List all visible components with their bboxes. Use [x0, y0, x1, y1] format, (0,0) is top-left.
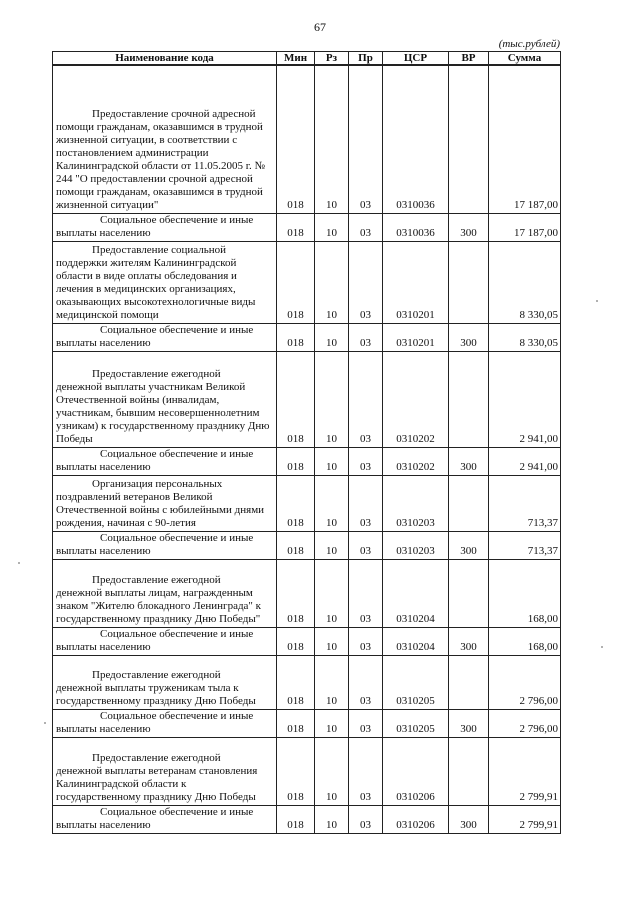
row-name-cell — [53, 627, 277, 655]
row-sum-cell: 2 796,00 — [489, 655, 561, 709]
row-name-line: денежной выплаты лицам, награжденным — [56, 586, 253, 599]
row-vr-cell: 300 — [449, 805, 489, 833]
row-sum-cell: 2 799,91 — [489, 805, 561, 833]
row-name-cell — [53, 65, 277, 213]
row-rz-cell: 10 — [315, 737, 349, 805]
table-row-subitem — [53, 447, 561, 475]
scan-speck — [44, 722, 46, 724]
row-pr-cell: 03 — [349, 323, 383, 351]
table-row-subitem — [53, 805, 561, 833]
row-name-line: оказывающих высокотехнологичные виды — [56, 295, 256, 308]
row-name-line: Победы — [56, 432, 93, 445]
row-name-line: Калининградской области к — [56, 777, 187, 790]
row-name-line: денежной выплаты ветеранам становления — [56, 764, 258, 777]
row-csr-cell: 0310204 — [383, 627, 449, 655]
row-pr-cell: 03 — [349, 627, 383, 655]
row-pr-cell: 03 — [349, 213, 383, 241]
row-vr-cell — [449, 655, 489, 709]
header-csr: ЦСР — [383, 52, 449, 66]
row-sum-cell: 2 796,00 — [489, 709, 561, 737]
row-name-line: помощи гражданам, оказавшимся в трудной — [56, 185, 263, 198]
scan-speck — [601, 646, 603, 648]
row-rz-cell: 10 — [315, 805, 349, 833]
row-vr-cell — [449, 559, 489, 627]
row-sum-cell: 17 187,00 — [489, 213, 561, 241]
row-name-line: выплаты населению — [56, 640, 151, 653]
row-rz-cell: 10 — [315, 241, 349, 323]
row-name-line: Предоставление ежегодной — [92, 751, 221, 764]
row-min-cell: 018 — [277, 351, 315, 447]
row-csr-cell: 0310201 — [383, 241, 449, 323]
row-name-line: денежной выплаты труженикам тыла к — [56, 681, 239, 694]
row-pr-cell: 03 — [349, 559, 383, 627]
row-rz-cell: 10 — [315, 655, 349, 709]
row-vr-cell — [449, 351, 489, 447]
row-name-line: Социальное обеспечение и иные — [100, 627, 254, 640]
row-name-line: выплаты населению — [56, 226, 151, 239]
row-min-cell: 018 — [277, 241, 315, 323]
row-min-cell: 018 — [277, 531, 315, 559]
row-min-cell: 018 — [277, 655, 315, 709]
row-csr-cell: 0310206 — [383, 805, 449, 833]
table-row-item — [53, 559, 561, 627]
header-pr: Пр — [349, 52, 383, 66]
row-name-cell — [53, 709, 277, 737]
header-vr: ВР — [449, 52, 489, 66]
row-name-line: Социальное обеспечение и иные — [100, 323, 254, 336]
row-name-line: постановлением администрации — [56, 146, 209, 159]
row-name-cell — [53, 447, 277, 475]
row-name-line: Социальное обеспечение и иные — [100, 447, 254, 460]
row-name-line: выплаты населению — [56, 818, 151, 831]
row-name-line: выплаты населению — [56, 544, 151, 557]
page-number: 67 — [314, 20, 326, 34]
row-vr-cell: 300 — [449, 323, 489, 351]
row-name-line: Социальное обеспечение и иные — [100, 805, 254, 818]
row-sum-cell: 8 330,05 — [489, 323, 561, 351]
row-pr-cell: 03 — [349, 531, 383, 559]
row-min-cell: 018 — [277, 559, 315, 627]
row-min-cell: 018 — [277, 805, 315, 833]
header-sum: Сумма — [489, 52, 561, 66]
row-name-line: Социальное обеспечение и иные — [100, 213, 254, 226]
row-min-cell: 018 — [277, 709, 315, 737]
row-name-cell — [53, 351, 277, 447]
row-csr-cell: 0310206 — [383, 737, 449, 805]
row-name-line: государственному празднику Дню Победы — [56, 694, 256, 707]
row-csr-cell: 0310205 — [383, 655, 449, 709]
table-row-subitem — [53, 531, 561, 559]
row-pr-cell: 03 — [349, 241, 383, 323]
row-name-line: помощи гражданам, оказавшимся в трудной — [56, 120, 263, 133]
row-name-cell — [53, 737, 277, 805]
budget-table — [52, 51, 561, 834]
table-row-subitem — [53, 709, 561, 737]
row-vr-cell: 300 — [449, 213, 489, 241]
row-name-line: Организация персональных — [92, 477, 223, 490]
scan-speck — [596, 300, 598, 302]
row-name-line: Социальное обеспечение и иные — [100, 531, 254, 544]
row-sum-cell: 2 941,00 — [489, 447, 561, 475]
table-header-row — [53, 52, 561, 66]
row-vr-cell: 300 — [449, 447, 489, 475]
row-name-cell — [53, 805, 277, 833]
header-name: Наименование кода — [53, 52, 277, 66]
row-name-line: Предоставление ежегодной — [92, 573, 221, 586]
row-min-cell: 018 — [277, 213, 315, 241]
row-pr-cell: 03 — [349, 65, 383, 213]
header-rz: Рз — [315, 52, 349, 66]
row-min-cell: 018 — [277, 323, 315, 351]
row-name-line: поддержки жителям Калининградской — [56, 256, 237, 269]
row-name-line: участникам, бывшим несовершеннолетним — [56, 406, 260, 419]
row-vr-cell: 300 — [449, 709, 489, 737]
row-csr-cell: 0310202 — [383, 447, 449, 475]
row-name-line: жизненной ситуации" — [56, 198, 159, 211]
row-sum-cell: 168,00 — [489, 627, 561, 655]
row-name-line: Предоставление ежегодной — [92, 367, 221, 380]
row-name-cell — [53, 323, 277, 351]
row-name-line: выплаты населению — [56, 336, 151, 349]
row-name-line: лечения в медицинских организациях, — [56, 282, 236, 295]
table-row-item — [53, 241, 561, 323]
row-sum-cell: 2 941,00 — [489, 351, 561, 447]
row-name-line: Калининградской области от 11.05.2005 г. № — [56, 159, 266, 172]
header-min: Мин — [277, 52, 315, 66]
row-name-cell — [53, 475, 277, 531]
row-name-cell — [53, 531, 277, 559]
row-name-line: узникам) к государственному празднику Дню — [56, 419, 270, 432]
row-rz-cell: 10 — [315, 323, 349, 351]
row-rz-cell: 10 — [315, 627, 349, 655]
row-min-cell: 018 — [277, 627, 315, 655]
row-pr-cell: 03 — [349, 709, 383, 737]
row-sum-cell: 713,37 — [489, 475, 561, 531]
row-name-line: государственному празднику Дню Победы" — [56, 612, 261, 625]
row-name-line: жизненной ситуации, в соответствии с — [56, 133, 238, 146]
row-pr-cell: 03 — [349, 655, 383, 709]
row-min-cell: 018 — [277, 65, 315, 213]
table-row-item — [53, 65, 561, 213]
table-row-subitem — [53, 323, 561, 351]
row-name-cell — [53, 213, 277, 241]
row-pr-cell: 03 — [349, 351, 383, 447]
row-name-line: поздравлений ветеранов Великой — [56, 490, 213, 503]
table-row-item — [53, 475, 561, 531]
scan-speck — [18, 562, 20, 564]
row-name-cell — [53, 655, 277, 709]
row-csr-cell: 0310201 — [383, 323, 449, 351]
row-name-line: выплаты населению — [56, 460, 151, 473]
row-min-cell: 018 — [277, 475, 315, 531]
row-vr-cell — [449, 737, 489, 805]
table-row-item — [53, 655, 561, 709]
row-rz-cell: 10 — [315, 65, 349, 213]
row-vr-cell — [449, 241, 489, 323]
row-name-line: Отечественной войны с юбилейными днями — [56, 503, 265, 516]
row-name-line: 244 "О предоставлении срочной адресной — [56, 172, 253, 185]
row-rz-cell: 10 — [315, 559, 349, 627]
table-row-item — [53, 351, 561, 447]
row-name-line: области в виде оплаты обследования и — [56, 269, 237, 282]
row-csr-cell: 0310203 — [383, 531, 449, 559]
row-name-line: Предоставление срочной адресной — [92, 107, 256, 120]
row-csr-cell: 0310203 — [383, 475, 449, 531]
row-rz-cell: 10 — [315, 447, 349, 475]
row-vr-cell — [449, 475, 489, 531]
table-row-subitem — [53, 627, 561, 655]
row-name-line: денежной выплаты участникам Великой — [56, 380, 246, 393]
row-rz-cell: 10 — [315, 709, 349, 737]
row-rz-cell: 10 — [315, 351, 349, 447]
table-row-subitem — [53, 213, 561, 241]
row-sum-cell: 168,00 — [489, 559, 561, 627]
row-min-cell: 018 — [277, 447, 315, 475]
row-sum-cell: 8 330,05 — [489, 241, 561, 323]
row-name-line: Предоставление социальной — [92, 243, 226, 256]
row-name-line: выплаты населению — [56, 722, 151, 735]
row-vr-cell: 300 — [449, 627, 489, 655]
row-csr-cell: 0310205 — [383, 709, 449, 737]
row-pr-cell: 03 — [349, 475, 383, 531]
row-name-line: Социальное обеспечение и иные — [100, 709, 254, 722]
row-name-line: Отечественной войны (инвалидам, — [56, 393, 220, 406]
row-rz-cell: 10 — [315, 213, 349, 241]
unit-label: (тыс.рублей) — [498, 38, 560, 50]
row-name-line: знаком "Жителю блокадного Ленинграда" к — [56, 599, 262, 612]
row-rz-cell: 10 — [315, 475, 349, 531]
row-name-line: медицинской помощи — [56, 308, 159, 321]
row-name-line: Предоставление ежегодной — [92, 668, 221, 681]
row-pr-cell: 03 — [349, 805, 383, 833]
row-name-line: государственному празднику Дню Победы — [56, 790, 256, 803]
table-row-item — [53, 737, 561, 805]
row-vr-cell — [449, 65, 489, 213]
row-pr-cell: 03 — [349, 737, 383, 805]
row-vr-cell: 300 — [449, 531, 489, 559]
row-csr-cell: 0310204 — [383, 559, 449, 627]
row-sum-cell: 17 187,00 — [489, 65, 561, 213]
row-csr-cell: 0310036 — [383, 65, 449, 213]
row-min-cell: 018 — [277, 737, 315, 805]
row-csr-cell: 0310202 — [383, 351, 449, 447]
row-name-cell — [53, 559, 277, 627]
row-csr-cell: 0310036 — [383, 213, 449, 241]
row-name-cell — [53, 241, 277, 323]
row-pr-cell: 03 — [349, 447, 383, 475]
row-rz-cell: 10 — [315, 531, 349, 559]
row-sum-cell: 713,37 — [489, 531, 561, 559]
row-sum-cell: 2 799,91 — [489, 737, 561, 805]
row-name-line: рождения, начиная с 90-летия — [56, 516, 196, 529]
